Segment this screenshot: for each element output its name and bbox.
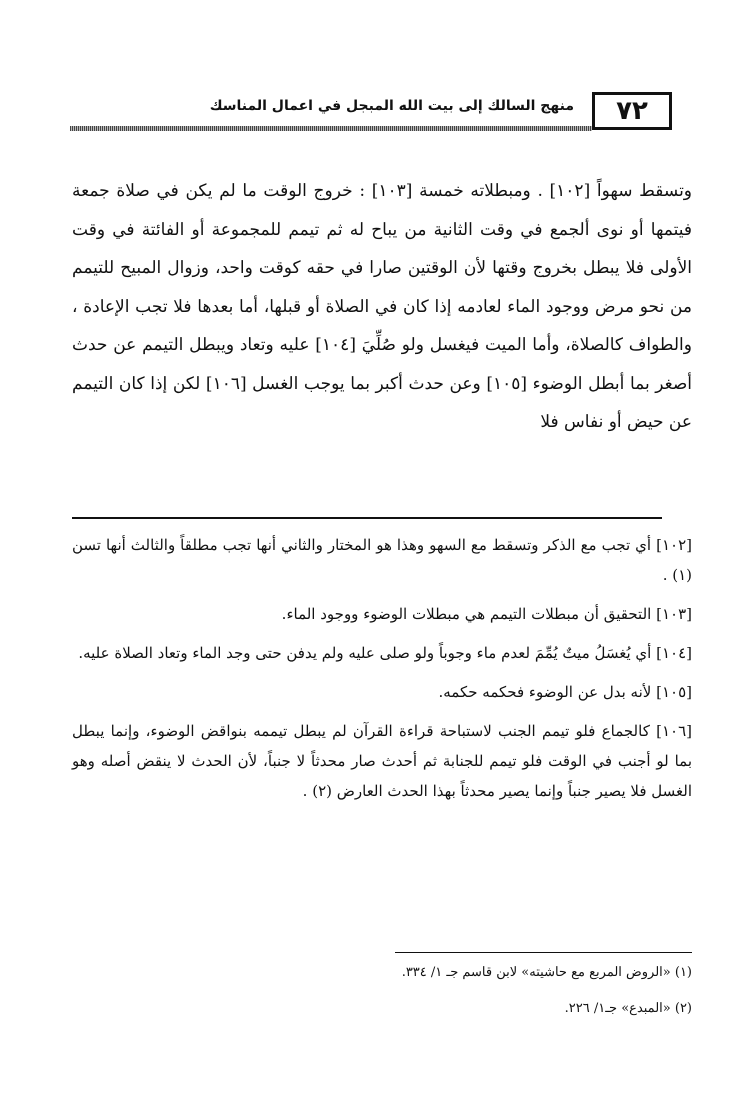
main-text (72, 172, 692, 442)
endnote-102 (72, 530, 692, 590)
endnote-text: لأنه بدل عن الوضوء فحكمه حكمه. (438, 683, 652, 701)
endnotes-separator (72, 517, 662, 519)
endnote-marker: [١٠٤] (656, 644, 692, 662)
footnote-2: (٢) «المبدع» جـ١/ ٢٢٦. (564, 1001, 692, 1016)
endnote-text: كالجماع فلو تيمم الجنب لاستباحة قراءة القرآن لم يبطل تيممه بنواقض الوضوء، وإنما يبطل بما لو أجنب في الوقت فلو تيمم للجنابة ثم أحدث صار محدثاً لا جنباً، لأن الحدث لا ينقض أصله وهو الغسل فلا يصير جنباً وإنما يصير محدثاً بهذا الحدث العارض (٢) . (72, 722, 692, 800)
running-title: منهج السالك إلى بيت الله المبجل في اعمال المناسك (209, 98, 574, 114)
endnote-106 (72, 716, 692, 806)
endnote-104 (72, 638, 692, 668)
endnote-103 (72, 599, 692, 629)
footnote-1: (١) «الروض المربع مع حاشيته» لابن قاسم جـ ١/ ٣٣٤. (401, 965, 692, 980)
footnote-separator (395, 952, 692, 953)
endnote-marker: [١٠٦] (656, 722, 692, 740)
main-paragraph: وتسقط سهواً [١٠٢] . ومبطلاته خمسة [١٠٣] : خروج الوقت ما لم يكن في صلاة جمعة فيتمها أو نوى ألجمع في وقت الثانية من يباح له ثم تيمم للمجموعة أو الفائتة في وقت الأولى فلا يبطل بخروج وقتها لأن الوقتين صارا في حقه كوقت واحد، وزوال المبيح للتيمم من نحو مرض ووجود الماء لعادمه إذا كان في الصلاة أو قبلها، أما بعدها فلا تجب الإعادة ، والطواف كالصلاة، وأما الميت فيغسل ولو صُلِّيَ [١٠٤] عليه وتعاد ويبطل التيمم عن حدث أصغر بما أبطل الوضوء [١٠٥] وعن حدث أكبر بما يوجب الغسل [١٠٦] لكن إذا كان التيمم عن حيض أو نفاس فلا (72, 181, 693, 432)
endnote-marker: [١٠٣] (656, 605, 692, 623)
endnote-105 (72, 677, 692, 707)
endnote-marker: [١٠٢] (656, 536, 692, 554)
footnotes (72, 955, 692, 1027)
endnote-text: أي يُغسَلُ ميتٌ يُمِّمَ لعدم ماء وجوباً ولو صلى عليه ولم يدفن حتى وجد الماء وتعاد الصلاة عليه. (78, 644, 652, 662)
page-header (70, 92, 682, 134)
header-rule (70, 126, 592, 131)
endnote-marker: [١٠٥] (656, 683, 692, 701)
endnote-text: أي تجب مع الذكر وتسقط مع السهو وهذا هو المختار والثاني أنها تجب مطلقاً والثالث أنها تسن (١) . (72, 536, 692, 584)
page-number: ٧٢ (592, 92, 672, 130)
endnote-text: التحقيق أن مبطلات التيمم هي مبطلات الوضوء ووجود الماء. (281, 605, 652, 623)
endnotes (72, 530, 692, 815)
